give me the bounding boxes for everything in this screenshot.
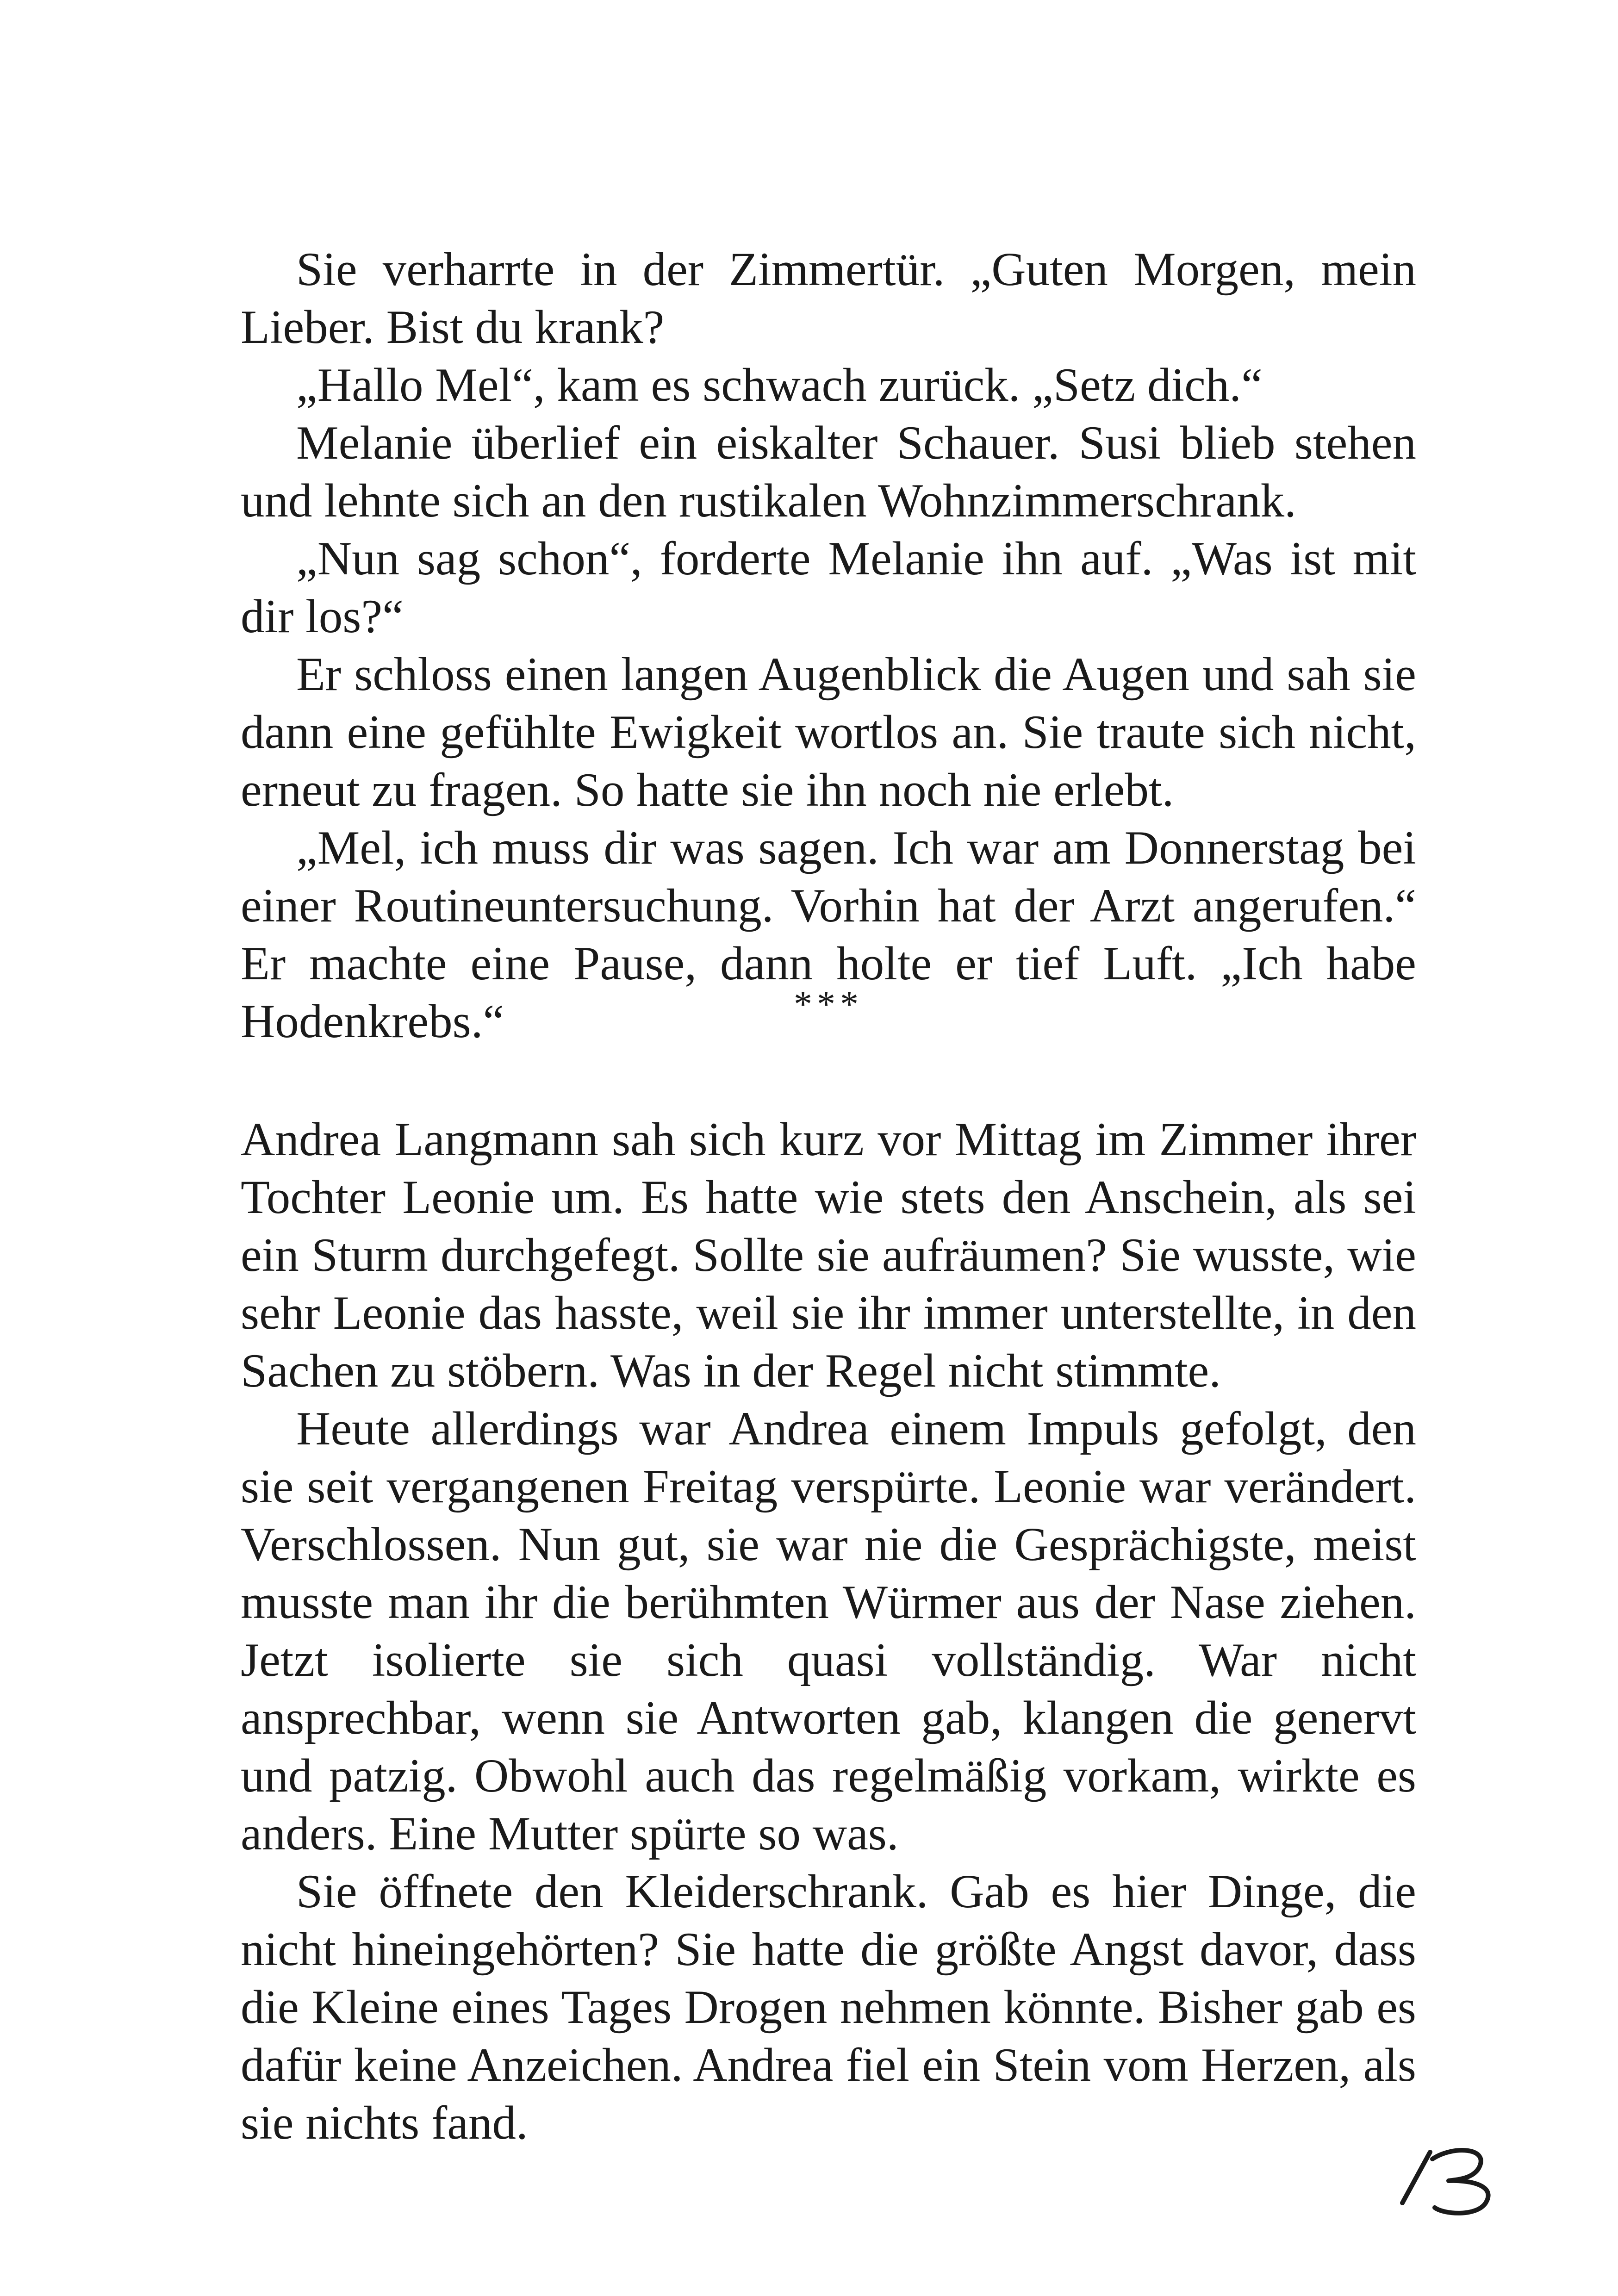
paragraph: Er schloss einen langen Augenblick die Augen und sah sie dann eine gefühlte Ewigkeit wortlos an. Sie traute sich nicht, erneut zu fragen. So hatte sie ihn noch nie erlebt. — [241, 648, 1416, 816]
paragraph: Andrea Langmann sah sich kurz vor Mittag im Zimmer ihrer Tochter Leonie um. Es hatte wie stets den Anschein, als sei ein Sturm durchgefegt. Sollte sie aufräumen? Sie wusste, wie sehr Leonie das hasste, weil sie ihr immer unterstellte, in den Sachen zu stöbern. Was in der Regel nicht stimmte. — [241, 1113, 1416, 1397]
handwritten-page-number — [1398, 2134, 1537, 2226]
scene-separator: *** — [794, 984, 863, 1025]
paragraph: „Nun sag schon“, forderte Melanie ihn auf. „Was ist mit dir los?“ — [241, 532, 1416, 643]
paragraph: Sie verharrte in der Zimmertür. „Guten Morgen, mein Lieber. Bist du krank? — [241, 243, 1416, 354]
page-number — [1398, 2134, 1537, 2226]
paragraph: Heute allerdings war Andrea einem Impuls gefolgt, den sie seit vergangenen Freitag verspürte. Leonie war verändert. Verschlossen. Nun gut, sie war nie die Gesprächigste, meist musste man ihr die berühmten Würmer aus der Nase ziehen. Jetzt isolierte sie sich quasi vollständig. War nicht ansprechbar, wenn sie Antworten gab, klangen die genervt und patzig. Obwohl auch das regelmäßig vorkam, wirkte es anders. Eine Mutter spürte so was. — [241, 1402, 1416, 1860]
paragraph: „Hallo Mel“, kam es schwach zurück. „Setz dich.“ — [296, 359, 1263, 411]
paragraph: „Mel, ich muss dir was sagen. Ich war am Donnerstag bei einer Routineuntersuchung. Vorhin hat der Arzt angerufen.“ Er machte eine Pause, dann holte er tief Luft. „Ich habe Hodenkrebs.“ — [241, 821, 1416, 1048]
section-two-text — [241, 1111, 1416, 2152]
section-one-text — [241, 241, 1416, 1051]
paragraph: Melanie überlief ein eiskalter Schauer. Susi blieb stehen und lehnte sich an den rustikalen Wohnzimmerschrank. — [241, 417, 1416, 527]
paragraph: Sie öffnete den Kleiderschrank. Gab es hier Dinge, die nicht hineingehörten? Sie hatte die größte Angst davor, dass die Kleine eines Tages Drogen nehmen könnte. Bisher gab es dafür keine Anzeichen. Andrea fiel ein Stein vom Herzen, als sie nichts fand. — [241, 1865, 1416, 2149]
